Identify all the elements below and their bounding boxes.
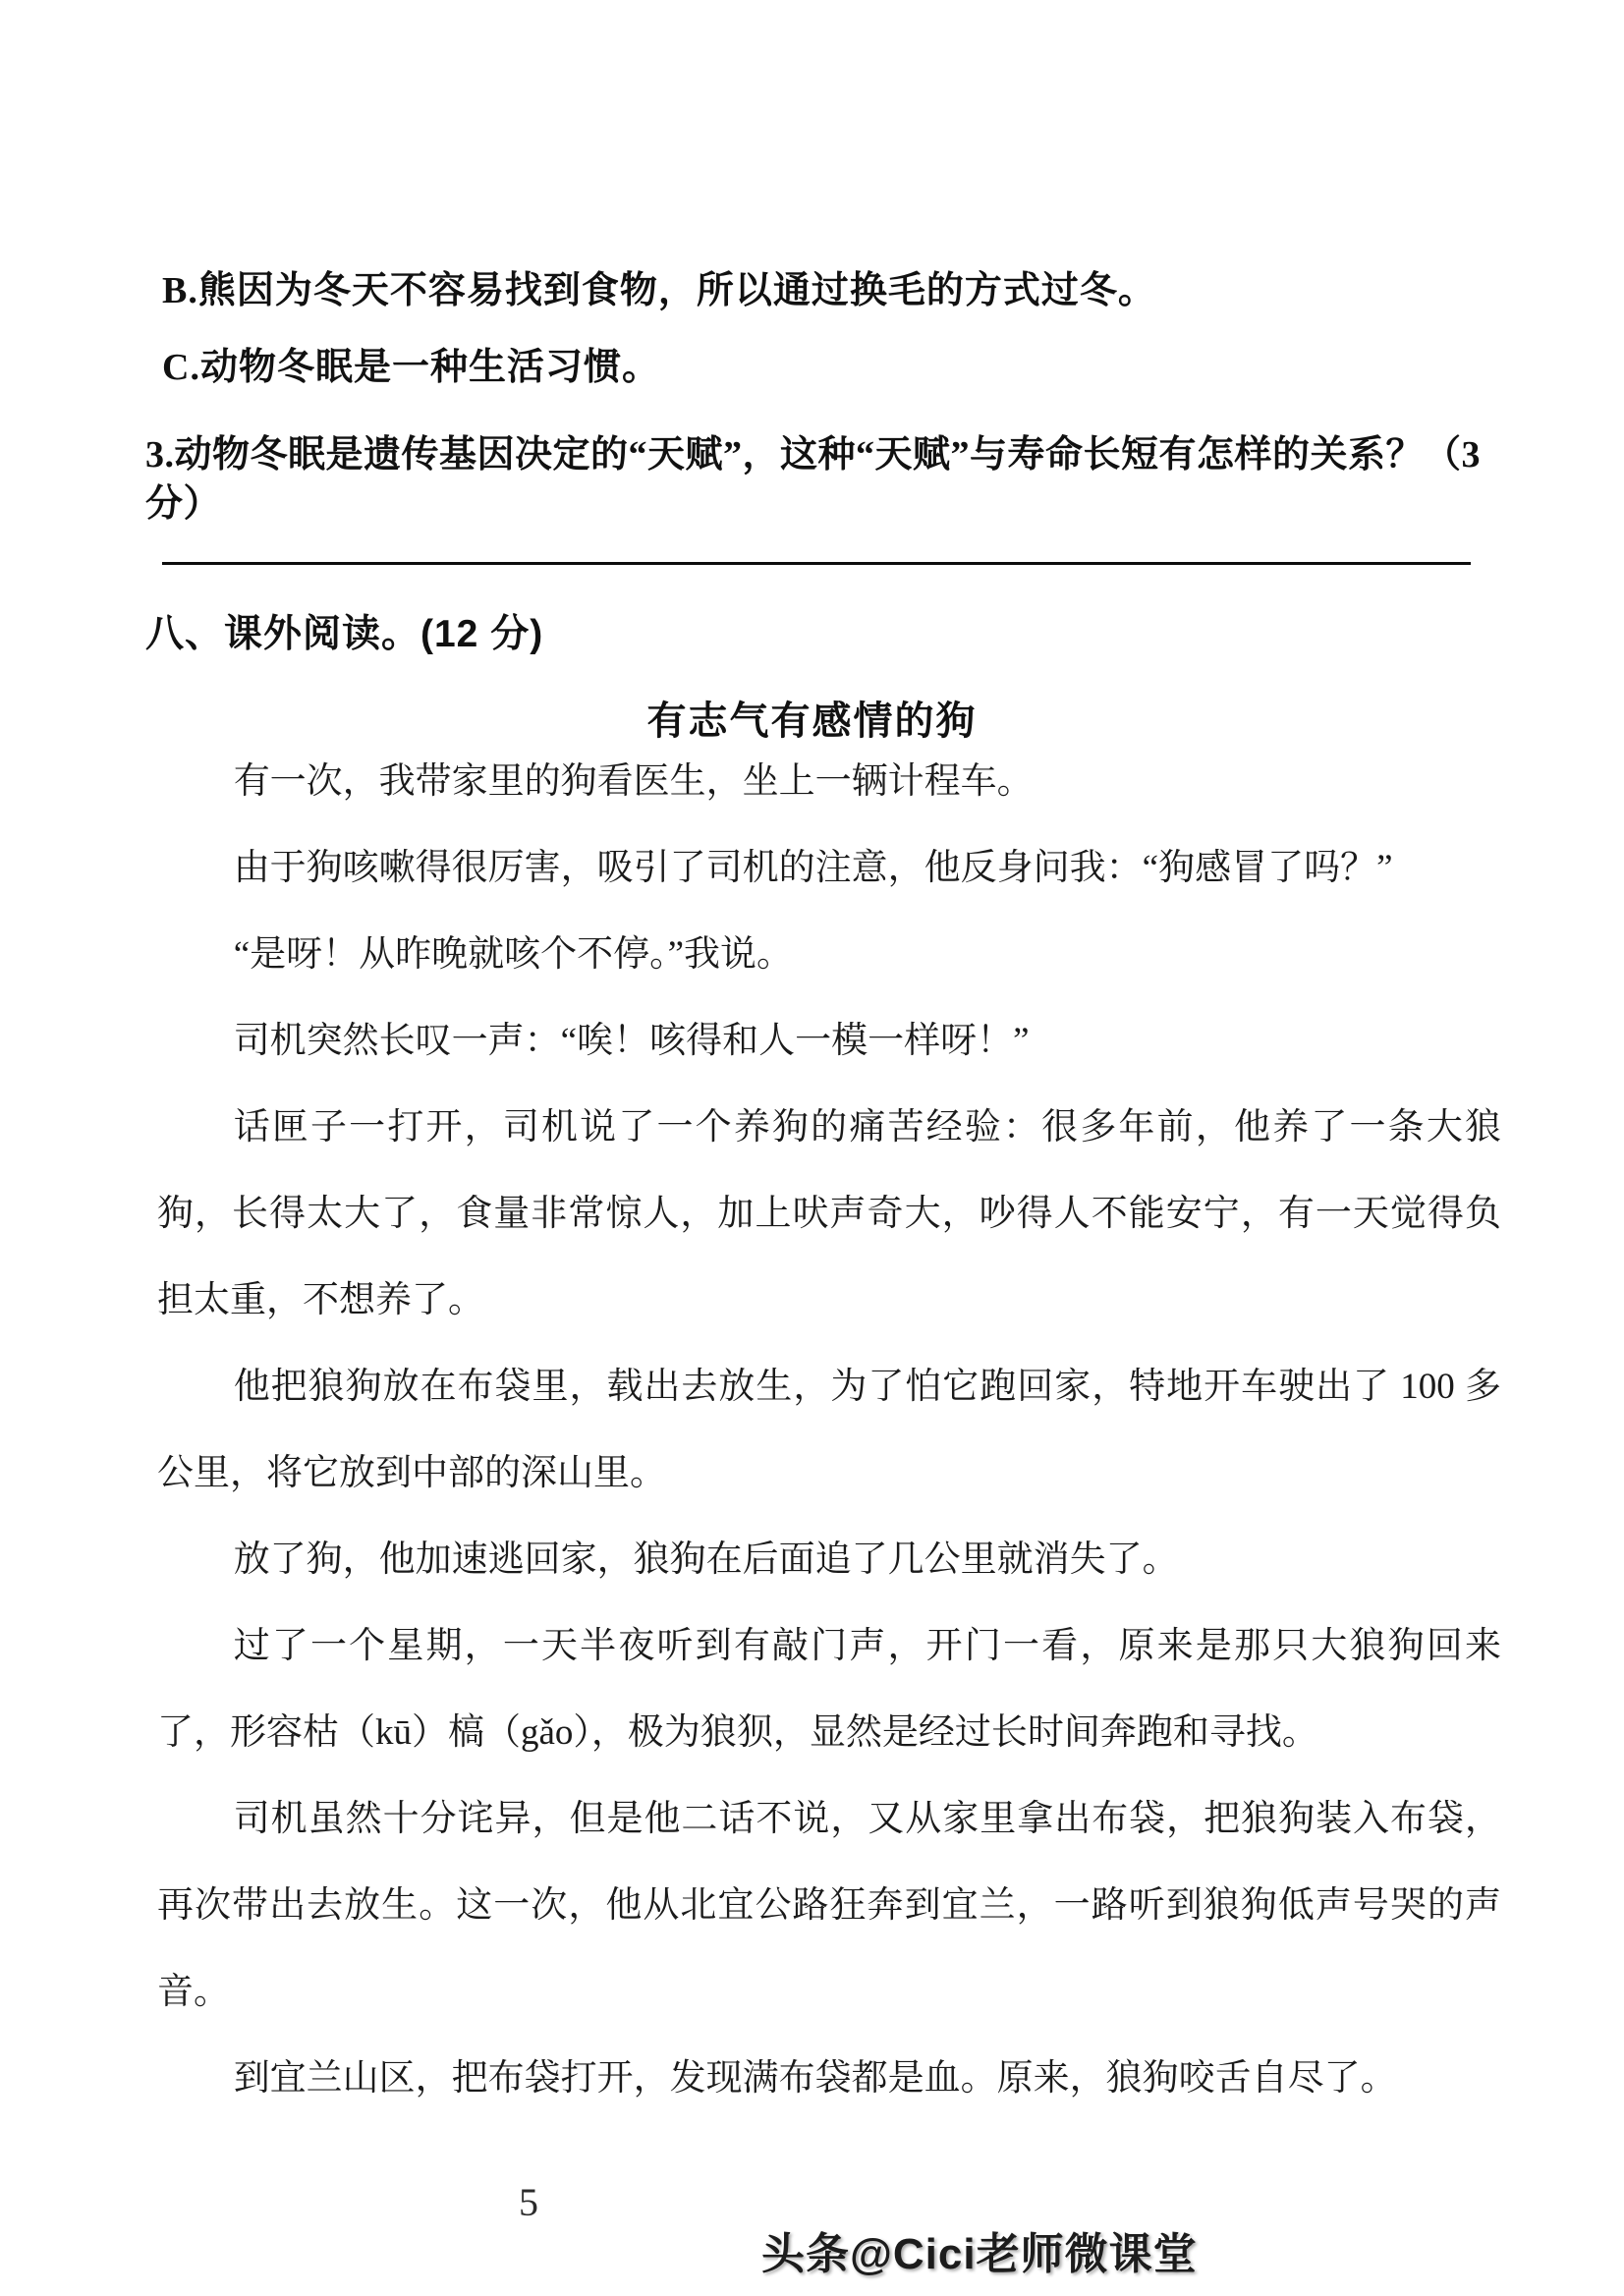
passage-paragraph: 有一次，我带家里的狗看医生，坐上一辆计程车。: [233, 761, 1034, 802]
passage-paragraph: 司机虽然十分诧异，但是他二话不说，又从家里拿出布袋，把狼狗装入布袋，再次带出去放生。这一次，他从北宜公路狂奔到宜兰，一路听到狼狗低声号哭的声音。: [157, 1799, 1501, 2012]
passage-paragraph: 他把狼狗放在布袋里，载出去放生，为了怕它跑回家，特地开车驶出了 100 多公里，将它放到中部的深山里。: [157, 1367, 1501, 1493]
passage-paragraph: 到宜兰山区，把布袋打开，发现满布袋都是血。原来，狼狗咬舌自尽了。: [233, 2058, 1397, 2099]
passage-paragraph: 由于狗咳嗽得很厉害，吸引了司机的注意，他反身问我：“狗感冒了吗？”: [233, 848, 1393, 888]
option-b-text: B.熊因为冬天不容易找到食物，所以通过换毛的方式过冬。: [162, 270, 1156, 311]
passage-paragraph: 过了一个星期，一天半夜听到有敲门声，开门一看，原来是那只大狼狗回来了，形容枯（kū）槁（gǎo），极为狼狈，显然是经过长时间奔跑和寻找。: [157, 1626, 1501, 1753]
passage-title: 有志气有感情的狗: [646, 700, 978, 743]
section-heading: 八、课外阅读。(12 分): [145, 613, 544, 655]
answer-blank-line: [162, 511, 1471, 565]
passage-paragraph: 放了狗，他加速逃回家，狼狗在后面追了几公里就消失了。: [233, 1540, 1179, 1580]
page-number: 5: [519, 2180, 538, 2224]
watermark: 头条@Cici老师微课堂: [761, 2230, 1198, 2278]
passage-paragraph: 司机突然长叹一声：“唉！咳得和人一模一样呀！”: [233, 1021, 1030, 1061]
question-3-text: 3.动物冬眠是遗传基因决定的“天赋”，这种“天赋”与寿命长短有怎样的关系？（3 分）: [145, 434, 1482, 525]
option-c-text: C.动物冬眠是一种生活习惯。: [162, 347, 660, 388]
passage-paragraph: 话匣子一打开，司机说了一个养狗的痛苦经验：很多年前，他养了一条大狼狗，长得太大了，食量非常惊人，加上吠声奇大，吵得人不能安宁，有一天觉得负担太重，不想养了。: [157, 1107, 1501, 1320]
passage-body: [157, 739, 1501, 2122]
passage-paragraph: “是呀！从昨晚就咳个不停。”我说。: [233, 934, 794, 975]
